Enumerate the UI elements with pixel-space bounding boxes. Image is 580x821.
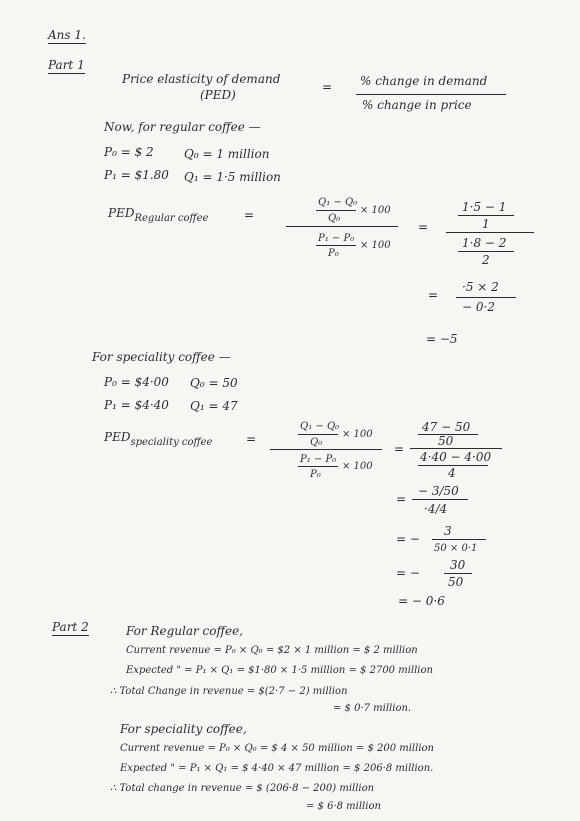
- regular-total-change: ∴ Total Change in revenue = $(2·7 − 2) million: [110, 686, 348, 697]
- speciality-p1: P₁ = $4·40: [104, 398, 169, 412]
- regular-q0: Q₀ = 1 million: [184, 147, 270, 161]
- fraction-bar: [298, 466, 338, 467]
- formula-bottom-denominator: P₀: [310, 469, 321, 480]
- step2-numerator: ·5 × 2: [462, 280, 499, 294]
- step4-denominator: 50: [448, 575, 464, 589]
- part2-regular-heading: For Regular coffee,: [126, 624, 243, 638]
- formula-bottom-denominator: P₀: [328, 248, 339, 259]
- value-top-denominator: 50: [438, 434, 454, 448]
- value-bottom-denominator: 4: [448, 466, 456, 480]
- regular-p0: P₀ = $ 2: [104, 145, 154, 159]
- fraction-bar: [316, 245, 356, 246]
- ped-definition-denominator: % change in price: [362, 98, 472, 112]
- formula-top-numerator: Q₁ − Q₀: [300, 421, 340, 432]
- times-100: × 100: [360, 240, 391, 251]
- formula-top-denominator: Q₀: [328, 213, 341, 224]
- ped-speciality-label: [104, 430, 212, 446]
- fraction-bar: [444, 573, 472, 574]
- step3-denominator: 50 × 0·1: [434, 543, 478, 554]
- regular-current-revenue: Current revenue = P₀ × Q₀ = $2 × 1 million = $ 2 million: [126, 645, 418, 656]
- step3-numerator: 3: [444, 524, 452, 538]
- ped-abbreviation: (PED): [200, 88, 236, 102]
- speciality-current-revenue: Current revenue = P₀ × Q₀ = $ 4 × 50 million = $ 200 million: [120, 743, 434, 754]
- times-100: × 100: [342, 429, 373, 440]
- value-top-denominator: 1: [482, 217, 490, 231]
- step4-numerator: 30: [450, 558, 466, 572]
- ped-definition-lhs: Price elasticity of demand: [122, 72, 281, 86]
- value-bottom-numerator: 1·8 − 2: [462, 236, 507, 250]
- step2-denominator: ·4/4: [424, 502, 448, 516]
- speciality-total-change: ∴ Total change in revenue = $ (206·8 − 200) million: [110, 783, 375, 794]
- speciality-ped-result: = − 0·6: [398, 594, 445, 608]
- value-top-numerator: 47 − 50: [422, 420, 471, 434]
- equals-sign: =: [428, 288, 439, 302]
- ped-regular-label: [108, 206, 208, 222]
- formula-bottom-numerator: P₁ − P₀: [300, 454, 337, 465]
- equals-sign: =: [246, 432, 257, 446]
- equals-sign: =: [418, 220, 429, 234]
- ped-subscript: speciality coffee: [130, 437, 213, 448]
- formula-bottom-numerator: P₁ − P₀: [318, 233, 355, 244]
- speciality-expected-revenue: Expected " = P₁ × Q₁ = $ 4·40 × 47 million = $ 206·8 million.: [120, 763, 434, 774]
- formula-top-denominator: Q₀: [310, 437, 323, 448]
- regular-heading: Now, for regular coffee —: [104, 120, 261, 134]
- regular-ped-result: = −5: [426, 332, 458, 346]
- fraction-bar: [270, 449, 382, 450]
- speciality-total-change-result: = $ 6·8 million: [306, 801, 381, 812]
- fraction-bar: [458, 215, 514, 216]
- fraction-bar: [458, 251, 514, 252]
- regular-total-change-result: = $ 0·7 million.: [333, 703, 412, 714]
- step2-denominator: − 0·2: [462, 300, 495, 314]
- fraction-bar: [446, 232, 534, 233]
- part2-label: Part 2: [52, 620, 89, 634]
- regular-q1: Q₁ = 1·5 million: [184, 170, 281, 184]
- fraction-bar: [298, 434, 338, 435]
- times-100: × 100: [342, 461, 373, 472]
- fraction-bar: [410, 448, 502, 449]
- ped-symbol: PED: [108, 206, 135, 220]
- fraction-bar: [316, 210, 356, 211]
- speciality-q1: Q₁ = 47: [190, 399, 238, 413]
- equals-sign: =: [396, 492, 407, 506]
- fraction-bar: [286, 226, 398, 227]
- times-100: × 100: [360, 205, 391, 216]
- ped-symbol: PED: [104, 430, 131, 444]
- step2-numerator: − 3/50: [418, 484, 459, 498]
- step4-sign: = −: [396, 566, 420, 580]
- part2-speciality-heading: For speciality coffee,: [120, 722, 247, 736]
- step3-sign: = −: [396, 532, 420, 546]
- fraction-bar: [412, 499, 468, 500]
- speciality-q0: Q₀ = 50: [190, 376, 238, 390]
- ped-definition-equals: =: [322, 80, 333, 94]
- fraction-bar: [356, 94, 506, 95]
- speciality-heading: For speciality coffee —: [92, 350, 231, 364]
- fraction-bar: [432, 539, 486, 540]
- value-bottom-denominator: 2: [482, 253, 490, 267]
- speciality-p0: P₀ = $4·00: [104, 375, 169, 389]
- equals-sign: =: [394, 442, 405, 456]
- ped-subscript: Regular coffee: [134, 213, 209, 224]
- regular-p1: P₁ = $1.80: [104, 168, 169, 182]
- fraction-bar: [456, 297, 516, 298]
- regular-expected-revenue: Expected " = P₁ × Q₁ = $1·80 × 1·5 million = $ 2700 million: [126, 665, 433, 676]
- value-top-numerator: 1·5 − 1: [462, 200, 507, 214]
- ped-definition-numerator: % change in demand: [360, 74, 488, 88]
- equals-sign: =: [244, 208, 255, 222]
- part1-label: Part 1: [48, 58, 85, 72]
- formula-top-numerator: Q₁ − Q₀: [318, 197, 358, 208]
- answer-label: Ans 1.: [48, 28, 86, 42]
- value-bottom-numerator: 4·40 − 4·00: [420, 450, 492, 464]
